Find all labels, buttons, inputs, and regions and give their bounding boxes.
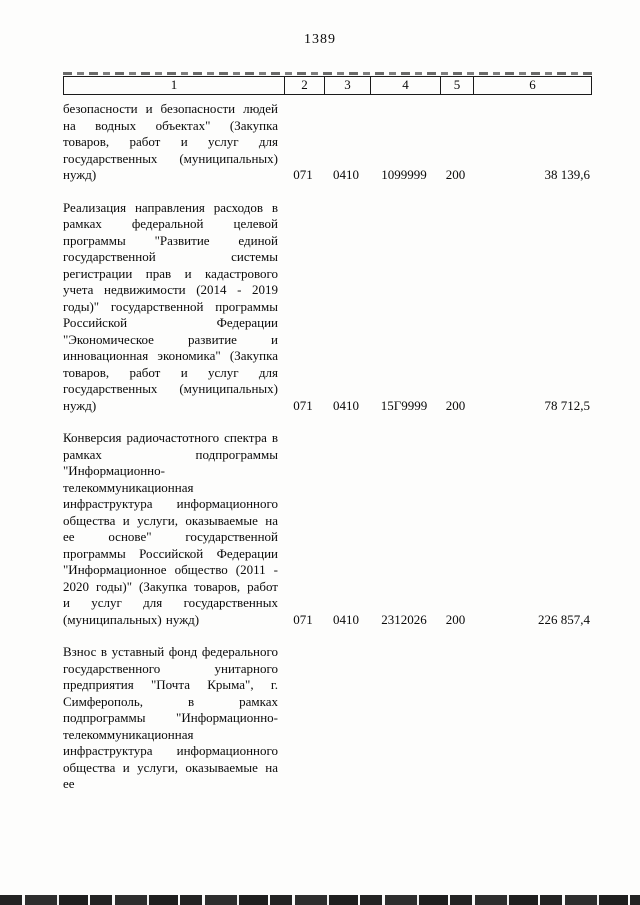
header-cell-2: 2 [284,77,324,94]
budget-table [63,72,592,793]
table-row [63,200,592,415]
cell-section-code: 0410 [333,167,359,182]
cell-amount: 78 712,5 [544,397,590,413]
cell-section-code: 0410 [333,611,359,627]
cell-section-code: 0410 [333,397,359,413]
cell-target-code: 1099999 [381,167,427,182]
table-header-row [63,76,592,95]
cell-grbs-code: 071 [293,611,313,627]
cell-grbs-code: 071 [293,167,313,182]
scan-line-artifact [63,72,592,75]
cell-expense-name: Взнос в уставный фонд федерального государственного унитарного предприятия "Почта Крыма", г. Симферополь, в рамках подпрограммы "Информационно-телекоммуникационная инфраструктура информационного общества и услуги, оказываемые на ее [63,644,278,791]
cell-grbs-code: 071 [293,397,313,413]
table-row [63,644,592,793]
cell-target-code: 15Г9999 [380,397,428,413]
table-body [63,95,592,793]
header-cell-1: 1 [170,77,178,92]
header-cell-3: 3 [324,77,370,94]
cell-type-code: 200 [445,611,466,627]
table-row [63,101,592,184]
cell-type-code: 200 [445,397,466,413]
cell-type-code: 200 [445,167,466,182]
cell-expense-name: Реализация направления расходов в рамках федеральной целевой программы "Развитие единой государственной системы регистрации прав и кадастрового учета недвижимости (2014 - 2019 годы)" государственной программы Российской Федерации "Экономическое развитие и инновационная экономика" (Закупка товаров, работ и услуг для государственных (муниципальных) нужд) [63,199,278,413]
header-cell-4: 4 [370,77,440,94]
scan-artifact-strip [0,895,640,905]
cell-target-code: 2312026 [381,611,427,627]
cell-amount: 38 139,6 [544,167,590,182]
page-number: 1389 [304,32,336,47]
header-cell-5: 5 [440,77,473,94]
header-cell-6: 6 [473,77,591,94]
cell-expense-name: безопасности и безопасности людей на водных объектах" (Закупка товаров, работ и услуг для государственных (муниципальных) нужд) [63,101,278,182]
cell-amount: 226 857,4 [538,611,590,627]
cell-expense-name: Конверсия радиочастотного спектра в рамках подпрограммы "Информационно-телекоммуникационная инфраструктура информационного общества и услуги, оказываемые на ее основе" государственной программы Российской Федерации "Информационное общество (2011 - 2020 годы)" (Закупка товаров, работ и услуг для государственных (муниципальных) нужд) [63,430,278,627]
table-row [63,430,592,628]
